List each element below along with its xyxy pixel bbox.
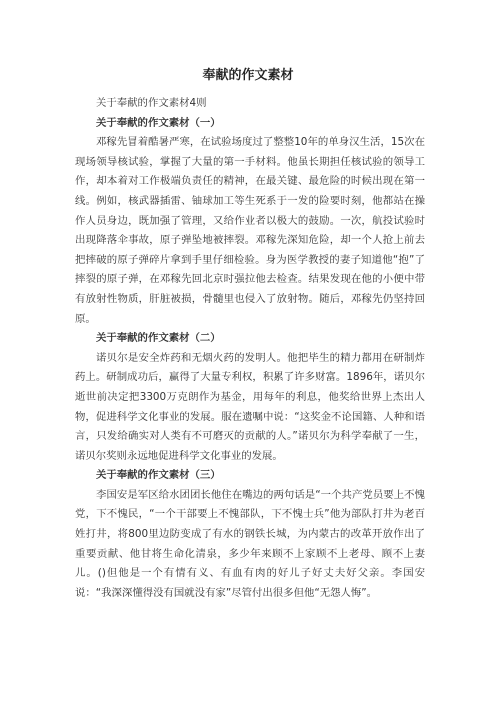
section-body-3: 李国安是军区给水团团长他住在嘴边的两句话是“一个共产党员要上不愧党，下不愧民，“一个干部要上不愧部队，下不愧士兵”他为部队打井为老百姓打井，将800里边防变成了有水的钢铁长城，为内蒙古的改革开放作出了重要贡献、他甘将生命化清泉，多少年来顾不上家顾不上老母、顾不上妻儿。()但他是一个有情有义、有血有肉的好儿子好丈夫好父亲。李国安说：“我深深懂得没有国就没有家”尽管付出很多但他“无怨人悔”。 xyxy=(75,488,425,599)
document-title: 奉献的作文素材 xyxy=(202,68,294,83)
section-heading-2: 关于奉献的作文素材（二） xyxy=(96,332,221,345)
section-body-1: 邓稼先冒着酷暑严寒，在试验场度过了整整10年的单身汉生活，15次在现场领导核试验，掌握了大量的第一手材料。他虽长期担任核试验的领导工作，却本着对工作极端负责任的精神，在最关键、最危险的时候出现在第一线。例如，核武器插雷、铀球加工等生死系于一发的险要时刻，他都站在操作人员身边，既加强了管理，又给作业者以极大的鼓励。一次，航投试验时出现降落伞事故，原子弹坠地被摔裂。邓稼先深知危险，却一个人抢上前去把摔破的原子弹碎片拿到手里仔细检验。身为医学教授的妻子知道他“抱”了摔裂的原子弹，在邓稼先回北京时强拉他去检查。结果发现在他的小便中带有放射性物质，肝脏被损，骨髓里也侵入了放射物。随后，邓稼先仍坚持回原。 xyxy=(75,136,425,325)
section-body-2: 诺贝尔是安全炸药和无烟火药的发明人。他把毕生的精力都用在研制炸药上。研制成功后，赢得了大量专利权，积累了许多财富。1896年，诺贝尔逝世前决定把3300万克朗作为基金，用每年的利息，他奖给世界上杰出人物，促进科学文化事业的发展。服在遗嘱中说：“这奖金不论国籍、人种和语言，只发给确实对人类有不可磨灭的贡献的人。”诺贝尔为科学奉献了一生，诺贝尔奖则永远地促进科学文化事业的发展。 xyxy=(75,351,425,462)
section-heading-3: 关于奉献的作文素材（三） xyxy=(96,469,221,482)
document-content xyxy=(75,94,425,603)
intro-line: 关于奉献的作文素材4则 xyxy=(96,97,207,109)
section-heading-1: 关于奉献的作文素材（一） xyxy=(96,116,221,129)
